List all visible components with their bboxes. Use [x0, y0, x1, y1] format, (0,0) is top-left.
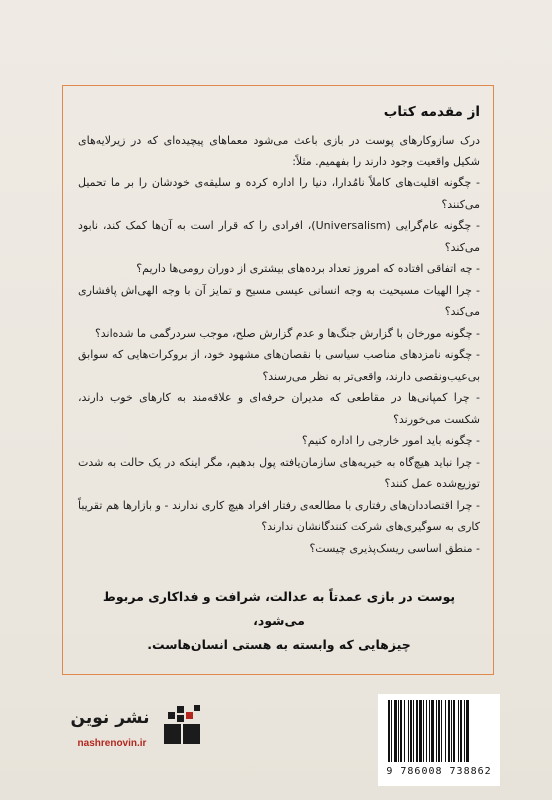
question-item: - چگونه باید امور خارجی را اداره کنیم؟: [301, 434, 480, 447]
question-item: - چرا اقتصاددان‌های رفتاری با مطالعه‌ی رفتار افراد هیچ کاری ندارند - و بازارها هم تقریباً کاری به سوگیری‌های شرکت کنندگانشان ندارند؟: [78, 498, 480, 533]
question-item: - چگونه نامزدهای مناصب سیاسی با نقصان‌های مشهود خود، از بروکرات‌هایی که سوابق بی‌عیب‌ونقصی دارند، واقعی‌تر به نظر می‌رسند؟: [78, 348, 480, 383]
summary-statement: [78, 585, 480, 657]
question-item: - چگونه اقلیت‌های کاملاً نامُدارا، دنیا را اداره کرده و سلیقه‌ی خودشان را بر ما تحمیل می‌کنند؟: [78, 176, 480, 211]
barcode-icon: [386, 700, 492, 764]
isbn-barcode: [378, 694, 500, 786]
question-item: - چگونه عام‌گرایی (Universalism)، افرادی را که قرار است به آن‌ها کمک کند، نابود می‌کند؟: [78, 219, 480, 254]
question-list: [78, 172, 480, 559]
question-item: - چرا کمپانی‌ها در مقاطعی که مدیران حرفه‌ای و علاقه‌مند به کارهای خوب دارند، شکست می‌خورند؟: [78, 391, 480, 426]
question-item: - چرا الهیات مسیحیت به وجه انسانی عیسی مسیح و تمایز آن با وجه الهی‌اش پافشاری می‌کند؟: [78, 283, 480, 318]
question-item: - چگونه مورخان با گزارش جنگ‌ها و عدم گزارش صلح، موجب سردرگمی ما شده‌اند؟: [94, 326, 480, 340]
excerpt-title: از مقدمه کتاب: [383, 104, 480, 120]
publisher-url: nashrenovin.ir: [77, 738, 147, 749]
isbn-number: 9 786008 738862: [386, 766, 492, 777]
question-item: - منطق اساسی ریسک‌پذیری چیست؟: [309, 541, 480, 555]
summary-line: چیزهایی که وابسته به هستی انسان‌هاست.: [147, 637, 411, 652]
publisher-name: نشر نوین: [70, 708, 150, 728]
question-item: - چرا نباید هیچ‌گاه به خیریه‌های سازمان‌یافته پول بدهیم، مگر اینکه در یک حالت به شدت توزیع‌شده عمل کنند؟: [78, 455, 480, 490]
excerpt-intro: درک سازوکارهای پوست در بازی باعث می‌شود معماهای پیچیده‌ای که در زیرلایه‌های شکیل واقعیت وجود دارند را بفهمیم. مثلاً:: [78, 134, 480, 168]
summary-line: پوست در بازی عمدتاً به عدالت، شرافت و فداکاری مربوط می‌شود،: [102, 589, 456, 628]
excerpt-block: [78, 98, 480, 657]
publisher-logo-icon: [160, 702, 204, 746]
question-item: - چه اتفاقی افتاده که امروز تعداد برده‌های بیشتری از دوران رومی‌ها داریم؟: [136, 262, 480, 275]
